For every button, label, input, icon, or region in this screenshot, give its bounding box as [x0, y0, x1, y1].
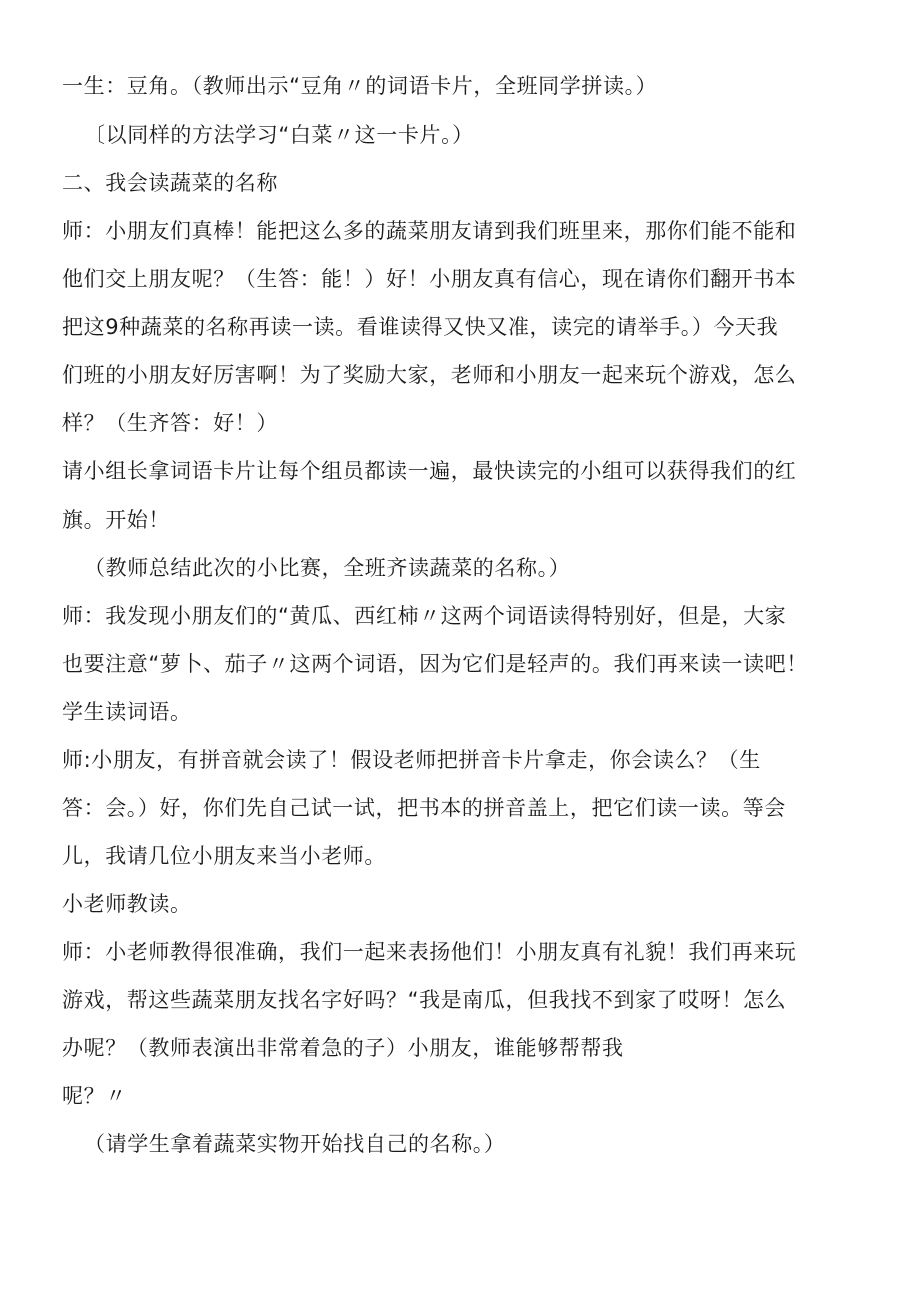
text-line: 一生：豆角。（教师出示“豆角〃的词语卡片，全班同学拼读。） — [62, 74, 658, 98]
text-line: 师：我发现小朋友们的“黄瓜、西红柿〃这两个词语读得特别好，但是，大家 — [62, 604, 787, 628]
text-line: 游戏，帮这些蔬菜朋友找名字好吗？“我是南瓜，但我找不到家了哎呀！怎么 — [62, 988, 787, 1012]
text-line: 师：小老师教得很准确，我们一起来表扬他们！小朋友真有礼貌！我们再来玩 — [62, 940, 797, 964]
text-line: 呢？〃 — [62, 1084, 127, 1108]
text-line: 师:小朋友，有拼音就会读了！假设老师把拼音卡片拿走，你会读么？（生 — [62, 748, 761, 772]
text-line: 们班的小朋友好厉害啊！为了奖励大家，老师和小朋友一起来玩个游戏，怎么 — [62, 363, 797, 387]
text-line: 办呢？（教师表演出非常着急的子）小朋友，谁能够帮帮我 — [62, 1036, 624, 1060]
text-line: 样？（生齐答：好！） — [62, 411, 278, 435]
text-line: 儿，我请几位小朋友来当小老师。 — [62, 844, 386, 868]
text-line: （教师总结此次的小比赛，全班齐读蔬菜的名称。） — [84, 556, 571, 580]
text-line: 学生读词语。 — [62, 700, 192, 724]
section-heading: 二、我会读蔬菜的名称 — [62, 171, 278, 195]
text-line: 也要注意“萝卜、茄子〃这两个词语，因为它们是轻声的。我们再来读一读吧！ — [62, 652, 808, 676]
text-line: 请小组长拿词语卡片让每个组员都读一遍，最快读完的小组可以获得我们的红 — [62, 459, 797, 483]
text-line: 答：会。）好，你们先自己试一试，把书本的拼音盖上，把它们读一读。等会 — [62, 796, 786, 820]
text-line: 小老师教读。 — [62, 892, 192, 916]
text-line: 把这9种蔬菜的名称再读一读。看谁读得又快又准，读完的请举手。）今天我 — [62, 315, 779, 339]
text-line: 师：小朋友们真棒！能把这么多的蔬菜朋友请到我们班里来，那你们能不能和 — [62, 219, 797, 243]
text-line: 〔以同样的方法学习“白菜〃这一卡片。） — [84, 123, 474, 147]
text-line: 他们交上朋友呢？（生答：能！）好！小朋友真有信心，现在请你们翻开书本 — [62, 267, 797, 291]
text-line: 旗。开始！ — [62, 508, 170, 532]
text-line: （请学生拿着蔬菜实物开始找自己的名称。） — [84, 1132, 506, 1156]
